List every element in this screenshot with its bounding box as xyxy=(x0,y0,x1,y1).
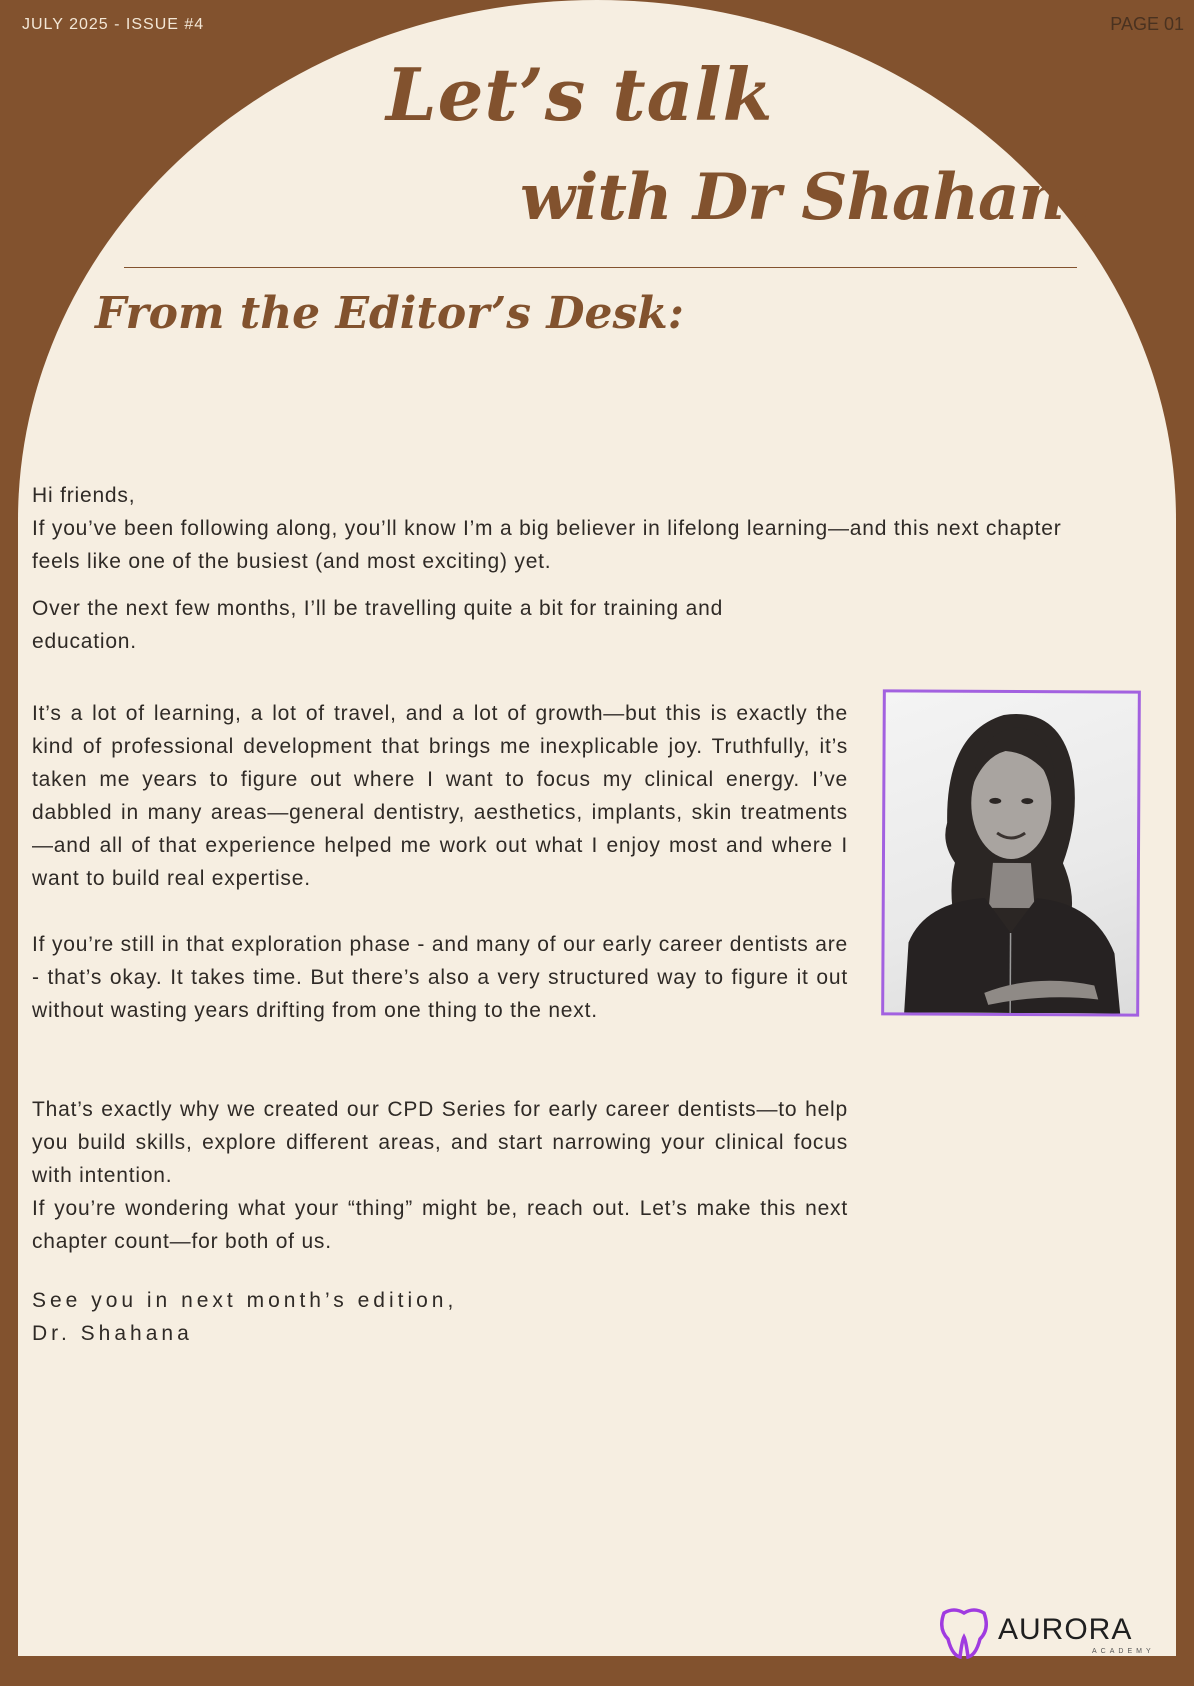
travel-paragraph: Over the next few months, I’ll be travelling quite a bit for training and education. xyxy=(32,597,724,653)
section-heading: From the Editor’s Desk: xyxy=(95,288,685,339)
portrait-illustration xyxy=(884,692,1138,1013)
cpd-block xyxy=(32,1093,848,1258)
portrait-photo xyxy=(881,689,1141,1016)
page-number: PAGE 01 xyxy=(1110,14,1184,34)
sign-off-line: See you in next month’s edition, xyxy=(32,1289,458,1312)
aurora-academy-logo xyxy=(940,1605,1176,1660)
logo-name: AURORA xyxy=(998,1613,1133,1646)
title-divider xyxy=(124,267,1077,268)
sign-off xyxy=(32,1284,457,1350)
letter-intro xyxy=(32,479,1102,578)
greeting: Hi friends, xyxy=(32,484,136,507)
title-line-1: Let’s talk xyxy=(386,52,774,137)
signature: Dr. Shahana xyxy=(32,1322,193,1345)
reach-out-paragraph: If you’re wondering what your “thing” might be, reach out. Let’s make this next chapter count—for both of us. xyxy=(32,1197,848,1253)
issue-label: JULY 2025 - ISSUE #4 xyxy=(22,16,205,33)
logo-tagline: ACADEMY xyxy=(1092,1648,1155,1655)
tooth-icon xyxy=(940,1605,1176,1660)
title-line-2: with Dr Shahana xyxy=(520,160,1105,235)
explore-paragraph: If you’re still in that exploration phase - and many of our early career dentists are - that’s okay. It takes time. But there’s also a very structured way to figure it out without wasting years drifting from one thing to the next. xyxy=(32,933,848,1022)
cpd-paragraph: That’s exactly why we created our CPD Series for early career dentists—to help you build skills, explore different areas, and start narrowing your clinical focus with intention. xyxy=(32,1098,848,1187)
learning-paragraph: It’s a lot of learning, a lot of travel, and a lot of growth—but this is exactly the kind of professional development that brings me inexplicable joy. Truthfully, it’s taken me years to figure out where I want to focus my clinical energy. I’ve dabbled in many areas—general dentistry, aesthetics, implants, skin treatments—and all of that experience helped me work out what I enjoy most and where I want to build real expertise. xyxy=(32,702,848,890)
intro-paragraph: If you’ve been following along, you’ll know I’m a big believer in lifelong learning—and this next chapter feels like one of the busiest (and most exciting) yet. xyxy=(32,517,1062,573)
